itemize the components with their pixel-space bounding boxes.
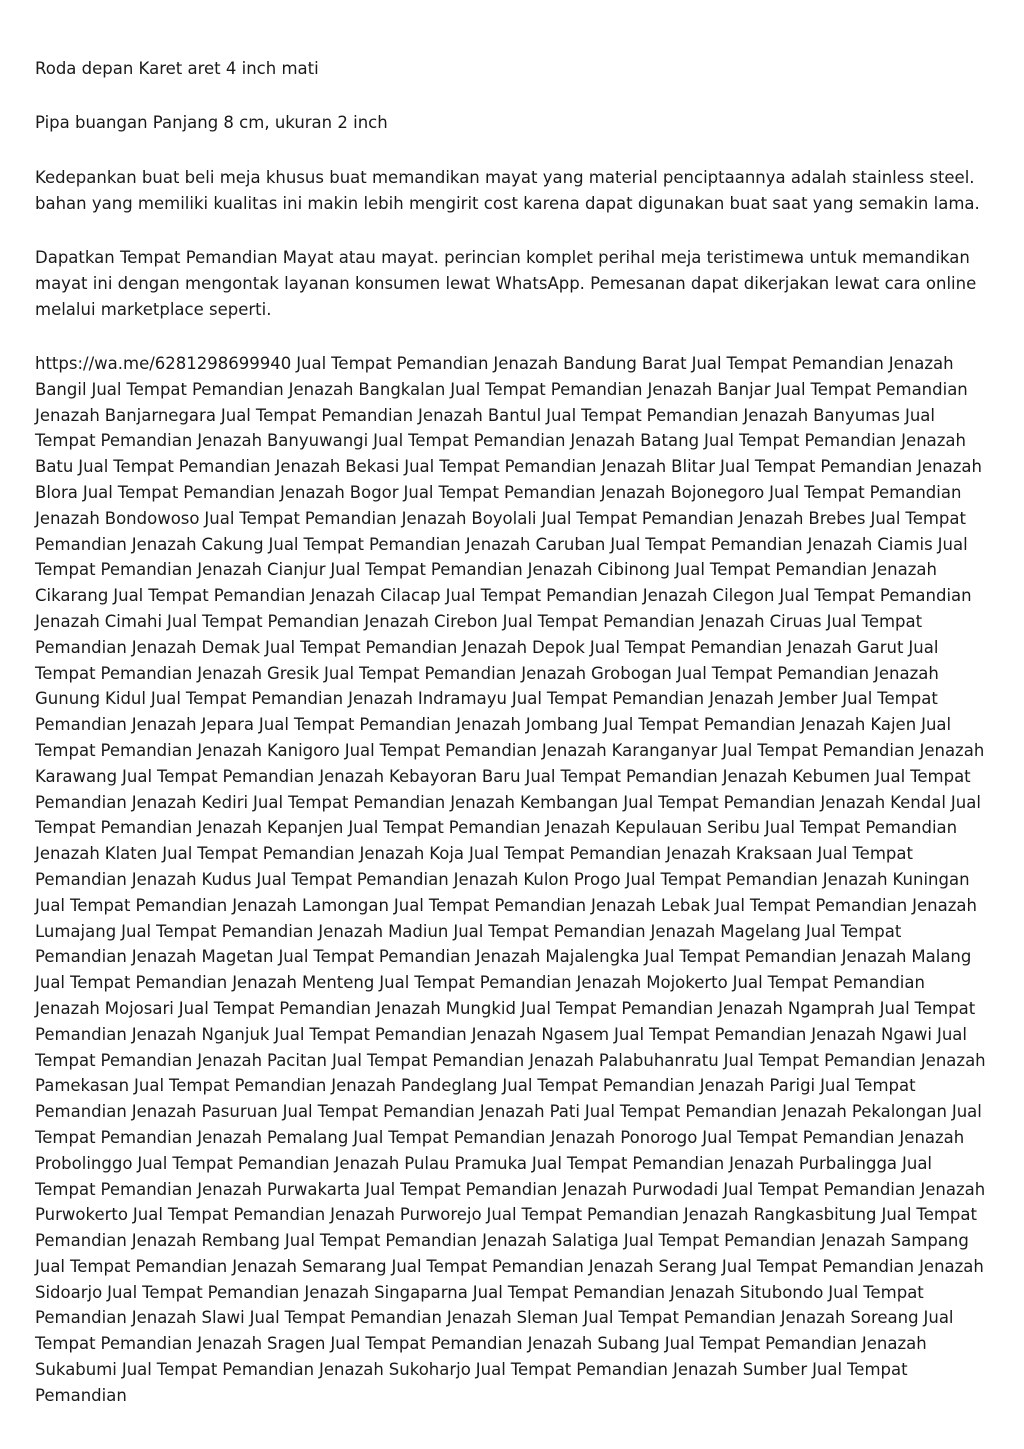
paragraph-pipa-buangan: Pipa buangan Panjang 8 cm, ukuran 2 inch (35, 113, 388, 132)
paragraph-dapatkan: Dapatkan Tempat Pemandian Mayat atau mayat. perincian komplet perihal meja teristimewa untuk memandikan mayat ini dengan mengontak layanan konsumen lewat WhatsApp. Pemesanan dapat dikerjakan lewat cara online melalui marketplace seperti. (35, 248, 977, 319)
paragraph-kedepankan: Kedepankan buat beli meja khusus buat memandikan mayat yang material penciptaannya adalah stainless steel. bahan yang memiliki kualitas ini makin lebih mengirit cost karena dapat digunakan buat saat yang semakin lama. (35, 168, 980, 213)
paragraph-link-list: https://wa.me/6281298699940 Jual Tempat Pemandian Jenazah Bandung Barat Jual Tempat Pemandian Jenazah Bangil Jual Tempat Pemandian Jenazah Bangkalan Jual Tempat Pemandian Jenazah Banjar Jual Tempat Pemandian Jenazah Banjarnegara Jual Tempat Pemandian Jenazah Bantul Jual Tempat Pemandian Jenazah Banyumas Jual Tempat Pemandian Jenazah Banyuwangi Jual Tempat Pemandian Jenazah Batang Jual Tempat Pemandian Jenazah Batu Jual Tempat Pemandian Jenazah Bekasi Jual Tempat Pemandian Jenazah Blitar Jual Tempat Pemandian Jenazah Blora Jual Tempat Pemandian Jenazah Bogor Jual Tempat Pemandian Jenazah Bojonegoro Jual Tempat Pemandian Jenazah Bondowoso Jual Tempat Pemandian Jenazah Boyolali Jual Tempat Pemandian Jenazah Brebes Jual Tempat Pemandian Jenazah Cakung Jual Tempat Pemandian Jenazah Caruban Jual Tempat Pemandian Jenazah Ciamis Jual Tempat Pemandian Jenazah Cianjur Jual Tempat Pemandian Jenazah Cibinong Jual Tempat Pemandian Jenazah Cikarang Jual Tempat Pemandian Jenazah Cilacap Jual Tempat Pemandian Jenazah Cilegon Jual Tempat Pemandian Jenazah Cimahi Jual Tempat Pemandian Jenazah Cirebon Jual Tempat Pemandian Jenazah Ciruas Jual Tempat Pemandian Jenazah Demak Jual Tempat Pemandian Jenazah Depok Jual Tempat Pemandian Jenazah Garut Jual Tempat Pemandian Jenazah Gresik Jual Tempat Pemandian Jenazah Grobogan Jual Tempat Pemandian Jenazah Gunung Kidul Jual Tempat Pemandian Jenazah Indramayu Jual Tempat Pemandian Jenazah Jember Jual Tempat Pemandian Jenazah Jepara Jual Tempat Pemandian Jenazah Jombang Jual Tempat Pemandian Jenazah Kajen Jual Tempat Pemandian Jenazah Kanigoro Jual Tempat Pemandian Jenazah Karanganyar Jual Tempat Pemandian Jenazah Karawang Jual Tempat Pemandian Jenazah Kebayoran Baru Jual Tempat Pemandian Jenazah Kebumen Jual Tempat Pemandian Jenazah Kediri Jual Tempat Pemandian Jenazah Kembangan Jual Tempat Pemandian Jenazah Kendal Jual Tempat Pemandian Jenazah Kepanjen Jual Tempat Pemandian Jenazah Kepulauan Seribu Jual Tempat Pemandian Jenazah Klaten Jual Tempat Pemandian Jenazah Koja Jual Tempat Pemandian Jenazah Kraksaan Jual Tempat Pemandian Jenazah Kudus Jual Tempat Pemandian Jenazah Kulon Progo Jual Tempat Pemandian Jenazah Kuningan Jual Tempat Pemandian Jenazah Lamongan Jual Tempat Pemandian Jenazah Lebak Jual Tempat Pemandian Jenazah Lumajang Jual Tempat Pemandian Jenazah Madiun Jual Tempat Pemandian Jenazah Magelang Jual Tempat Pemandian Jenazah Magetan Jual Tempat Pemandian Jenazah Majalengka Jual Tempat Pemandian Jenazah Malang Jual Tempat Pemandian Jenazah Menteng Jual Tempat Pemandian Jenazah Mojokerto Jual Tempat Pemandian Jenazah Mojosari Jual Tempat Pemandian Jenazah Mungkid Jual Tempat Pemandian Jenazah Ngamprah Jual Tempat Pemandian Jenazah Nganjuk Jual Tempat Pemandian Jenazah Ngasem Jual Tempat Pemandian Jenazah Ngawi Jual Tempat Pemandian Jenazah Pacitan Jual Tempat Pemandian Jenazah Palabuhanratu Jual Tempat Pemandian Jenazah Pamekasan Jual Tempat Pemandian Jenazah Pandeglang Jual Tempat Pemandian Jenazah Parigi Jual Tempat Pemandian Jenazah Pasuruan Jual Tempat Pemandian Jenazah Pati Jual Tempat Pemandian Jenazah Pekalongan Jual Tempat Pemandian Jenazah Pemalang Jual Tempat Pemandian Jenazah Ponorogo Jual Tempat Pemandian Jenazah Probolinggo Jual Tempat Pemandian Jenazah Pulau Pramuka Jual Tempat Pemandian Jenazah Purbalingga Jual Tempat Pemandian Jenazah Purwakarta Jual Tempat Pemandian Jenazah Purwodadi Jual Tempat Pemandian Jenazah Purwokerto Jual Tempat Pemandian Jenazah Purworejo Jual Tempat Pemandian Jenazah Rangkasbitung Jual Tempat Pemandian Jenazah Rembang Jual Tempat Pemandian Jenazah Salatiga Jual Tempat Pemandian Jenazah Sampang Jual Tempat Pemandian Jenazah Semarang Jual Tempat Pemandian Jenazah Serang Jual Tempat Pemandian Jenazah Sidoarjo Jual Tempat Pemandian Jenazah Singaparna Jual Tempat Pemandian Jenazah Situbondo Jual Tempat Pemandian Jenazah Slawi Jual Tempat Pemandian Jenazah Sleman Jual Tempat Pemandian Jenazah Soreang Jual Tempat Pemandian Jenazah Sragen Jual Tempat Pemandian Jenazah Subang Jual Tempat Pemandian Jenazah Sukabumi Jual Tempat Pemandian Jenazah Sukoharjo Jual Tempat Pemandian Jenazah Sumber Jual Tempat Pemandian (35, 354, 986, 1405)
paragraph-roda-depan: Roda depan Karet aret 4 inch mati (35, 59, 319, 78)
